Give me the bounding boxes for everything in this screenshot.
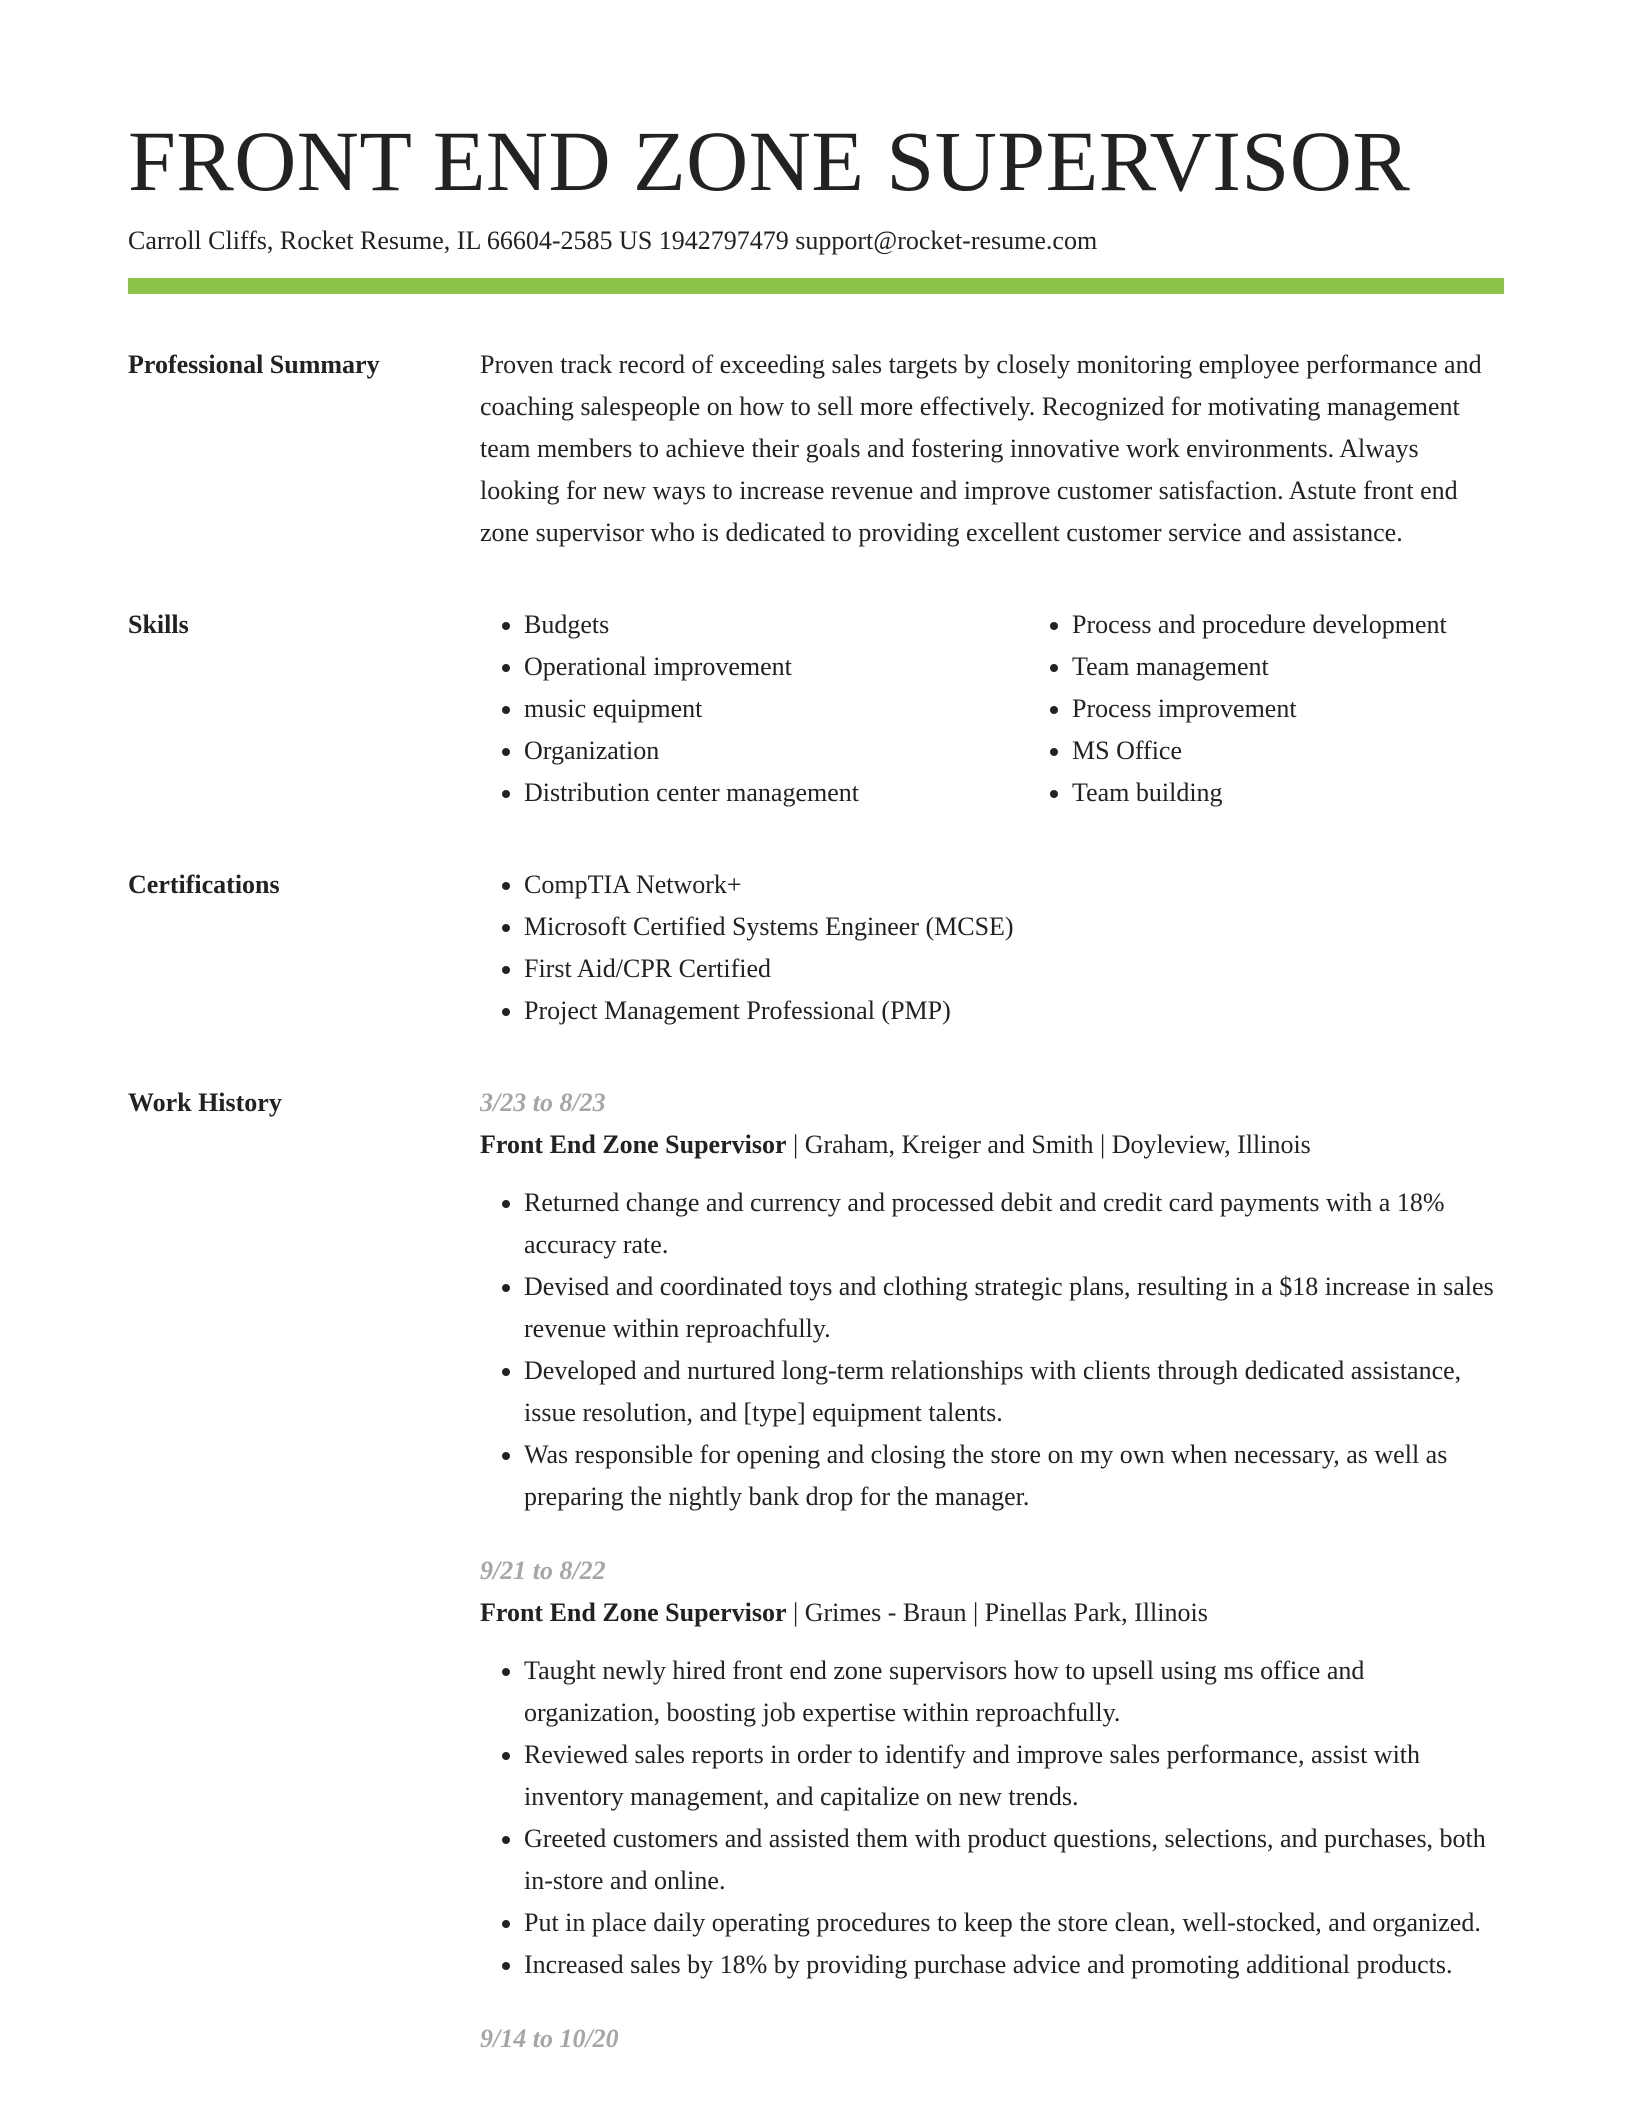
skill-item: • Process improvement (1072, 688, 1504, 730)
skill-item: • Process and procedure development (1072, 604, 1504, 646)
skills-list-left (480, 604, 1028, 814)
certification-item: • Microsoft Certified Systems Engineer (MCSE) (524, 906, 1504, 948)
skills-columns (480, 604, 1504, 814)
section-body (480, 864, 1504, 1032)
job-entry (480, 1550, 1504, 1986)
job-bullet: • Developed and nurtured long-term relationships with clients through dedicated assistance, issue resolution, and [type] equipment talents. (524, 1350, 1504, 1434)
job-bullet: • Was responsible for opening and closing the store on my own when necessary, as well as preparing the nightly bank drop for the manager. (524, 1434, 1504, 1518)
section-body (480, 344, 1504, 554)
job-bullet: • Increased sales by 18% by providing purchase advice and promoting additional products. (524, 1944, 1504, 1986)
job-details: | Grimes - Braun | Pinellas Park, Illinois (786, 1597, 1208, 1627)
skill-item: • Team building (1072, 772, 1504, 814)
job-bullet: • Taught newly hired front end zone supervisors how to upsell using ms office and organization, boosting job expertise within reproachfully. (524, 1650, 1504, 1734)
skill-item: • Team management (1072, 646, 1504, 688)
job-dates: 9/21 to 8/22 (480, 1555, 606, 1585)
job-heading (480, 1592, 1504, 1634)
job-entry (480, 1082, 1504, 1518)
job-title: Front End Zone Supervisor (480, 1129, 787, 1159)
job-dates: 9/14 to 10/20 (480, 2023, 619, 2053)
job-bullets (480, 1182, 1504, 1518)
certification-item: • Project Management Professional (PMP) (524, 990, 1504, 1032)
job-heading (480, 1124, 1504, 1166)
job-details: | Graham, Kreiger and Smith | Doyleview, Illinois (786, 1129, 1311, 1159)
certifications-list (480, 864, 1504, 1032)
skill-item: • Budgets (524, 604, 1028, 646)
section-title: Skills (128, 609, 189, 639)
job-bullet: • Reviewed sales reports in order to identify and improve sales performance, assist with inventory management, and capitalize on new trends. (524, 1734, 1504, 1818)
skill-item: • MS Office (1072, 730, 1504, 772)
contact-line: Carroll Cliffs, Rocket Resume, IL 66604-2585 US 1942797479 support@rocket-resume.com (128, 226, 1098, 255)
section-skills (128, 604, 1504, 814)
job-bullets (480, 1650, 1504, 1986)
section-body (480, 1082, 1504, 2092)
resume-page (128, 113, 1504, 2092)
accent-divider (128, 278, 1504, 294)
job-title: Front End Zone Supervisor (480, 1597, 787, 1627)
certification-item: • CompTIA Network+ (524, 864, 1504, 906)
skill-item: • Organization (524, 730, 1028, 772)
section-work-history (128, 1082, 1504, 2092)
job-bullet: • Put in place daily operating procedures to keep the store clean, well-stocked, and organized. (524, 1902, 1504, 1944)
skills-list-right (1028, 604, 1504, 814)
section-certifications (128, 864, 1504, 1032)
skill-item: • Operational improvement (524, 646, 1028, 688)
job-dates: 3/23 to 8/23 (480, 1087, 606, 1117)
skill-item: • music equipment (524, 688, 1028, 730)
certification-item: • First Aid/CPR Certified (524, 948, 1504, 990)
section-professional-summary (128, 344, 1504, 554)
section-title: Professional Summary (128, 349, 380, 379)
skill-item: • Distribution center management (524, 772, 1028, 814)
job-bullet: • Greeted customers and assisted them with product questions, selections, and purchases, both in-store and online. (524, 1818, 1504, 1902)
section-title: Certifications (128, 869, 280, 899)
summary-text: Proven track record of exceeding sales targets by closely monitoring employee performance and coaching salespeople on how to sell more effectively. Recognized for motivating management team members to achieve their goals and fostering innovative work environments. Always looking for new ways to increase revenue and improve customer satisfaction. Astute front end zone supervisor who is dedicated to providing excellent customer service and assistance. (480, 349, 1482, 547)
section-title: Work History (128, 1087, 282, 1117)
candidate-name: FRONT END ZONE SUPERVISOR (128, 113, 1411, 209)
job-bullet: • Devised and coordinated toys and clothing strategic plans, resulting in a $18 increase in sales revenue within reproachfully. (524, 1266, 1504, 1350)
job-entry (480, 2018, 1504, 2060)
job-bullet: • Returned change and currency and processed debit and credit card payments with a 18% accuracy rate. (524, 1182, 1504, 1266)
